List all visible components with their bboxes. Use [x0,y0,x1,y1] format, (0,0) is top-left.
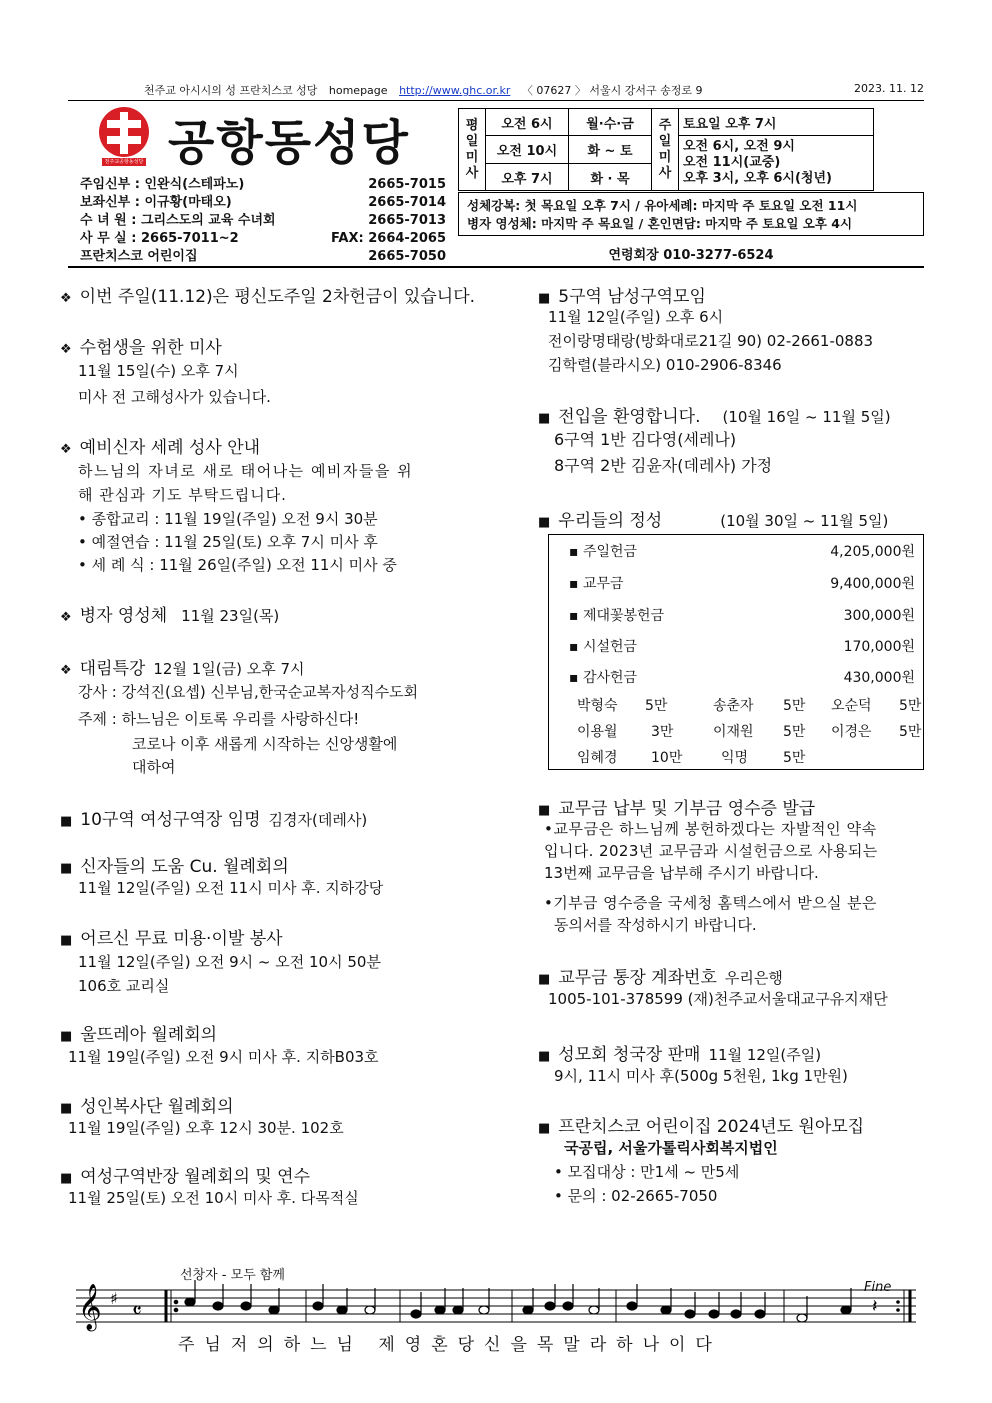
kindergarten-type: 국공립, 서울가톨릭사회복지법인 [564,1139,778,1157]
homepage-label: homepage [328,84,388,97]
offerings-table [548,534,924,770]
section-altar-servers: ■ 성인복사단 월례회의 [60,1097,234,1117]
section-bank-account: ■ 교무금 통장 계좌번호 우리은행 [538,968,783,988]
section-advent-lecture: ❖ 대림특강 12월 1일(금) 오후 7시 [60,659,305,679]
altar-servers-date: 11월 19일(주일) 오후 12시 30분. 102호 [68,1119,344,1137]
header-info-line [68,82,924,98]
section-help-cu: ■ 신자들의 도움 Cu. 월례회의 [60,857,289,877]
exam-mass-note: 미사 전 고해성사가 있습니다. [78,388,271,406]
welcome-family: 8구역 2반 김윤자(데레사) 가정 [554,456,773,475]
mass-days: 화 · 목 [569,164,652,191]
sacrament-schedule [458,192,924,236]
lecture-speaker: 강사 : 강석진(요셉) 신부님,한국순교복자성직수도회 [78,683,419,701]
church-logo [96,106,152,168]
offering-row: ▪ 교무금 9,400,000원 [569,576,915,592]
mass-time: 오전 6시 [486,109,569,136]
common-time-icon: 𝄴 [132,1299,142,1324]
offering-row: ▪ 감사헌금 430,000원 [569,670,915,686]
weekday-mass-label: 평일미사 [459,109,486,191]
funeral-contact: 연령회장 010-3277-6524 [608,248,774,263]
section-baptism-title: ❖ 예비신자 세례 성사 안내 [60,438,261,458]
section-haircut-service: ■ 어르신 무료 미용·이발 봉사 [60,929,283,949]
dues-text: •교무금은 하느님께 봉헌하겠다는 자발적인 약속 [544,820,877,838]
staff-row: 보좌신부 : 이규황(마태오) 2665-7014 [80,195,446,210]
offering-row: ▪ 제대꽃봉헌금 300,000원 [569,608,915,624]
baptism-item: • 예절연습 : 11월 25일(토) 오후 7시 미사 후 [78,533,378,551]
exam-mass-date: 11월 15일(수) 오후 7시 [78,362,239,380]
section-district-leader: ■ 10구역 여성구역장 임명 김경자(데레사) [60,810,368,830]
staff-list [80,176,446,266]
baptism-text: 해 관심과 기도 부탁드립니다. [78,486,287,504]
lecture-topic: 대하여 [132,758,176,776]
sunday-mass-time: 토요일 오후 7시 [679,109,874,136]
dues-text: •기부금 영수증을 국세청 홈텍스에서 받으실 분은 [544,894,877,912]
section-district5-meeting: ■ 5구역 남성구역모임 [538,287,706,307]
kindergarten-contact: • 문의 : 02-2665-7050 [554,1187,718,1205]
parish-line: 천주교 아시시의 성 프란치스코 성당 [144,84,318,97]
donor-row: 박형숙 5만 송춘자 5만 오순덕 5만 [577,698,922,714]
dues-text: 동의서를 작성하시기 바랍니다. [554,916,757,934]
district5-place: 전이랑명태랑(방화대로21길 90) 02-2661-0883 [548,332,874,350]
sharp-icon: ♯ [110,1289,118,1308]
logo-caption: 천주교공항동성당 [104,159,144,165]
song-caption: 선창자 - 모두 함께 [180,1268,285,1283]
help-cu-date: 11월 12일(주일) 오전 11시 미사 후. 지하강당 [78,879,384,897]
sunday-mass-times: 오전 6시, 오전 9시 오전 11시(교중) 오후 3시, 오후 6시(청년) [679,136,874,191]
bank-account-number: 1005-101-378599 (재)천주교서울대교구유지재단 [548,990,888,1008]
offering-row: ▪ 시설헌금 170,000원 [569,639,915,655]
mass-time: 오전 10시 [486,136,569,164]
header-rule [68,100,924,101]
section-ultreya: ■ 울뜨레아 월례회의 [60,1025,218,1045]
mass-days: 월·수·금 [569,109,652,136]
section-women-leaders: ■ 여성구역반장 월례회의 및 연수 [60,1167,310,1187]
sched-line: 성체강복: 첫 목요일 오후 7시 / 유아세례: 마지막 주 토요일 오전 11시 [467,198,858,213]
rest-icon: 𝄽 [872,1296,878,1317]
song-lyrics: 주님저의하느님 제영혼당신을목말라하나이다 [178,1335,722,1355]
section-kindergarten: ■ 프란치스코 어린이집 2024년도 원아모집 [538,1117,865,1137]
offering-row: ▪ 주일헌금 4,205,000원 [569,544,915,560]
church-name: 공항동성당 [168,115,410,171]
treble-clef-icon: 𝄞 [78,1284,102,1330]
section-offerings: ■ 우리들의 정성 (10월 30일 ~ 11월 5일) [538,511,889,531]
address: 〈 07627 〉 서울시 강서구 송정로 9 [521,84,703,97]
baptism-text: 하느님의 자녀로 새로 태어나는 예비자들을 위 [78,462,414,480]
homepage-link[interactable]: http://www.ghc.or.kr [399,84,511,97]
staff-row: 수 녀 원 : 그리스도의 교육 수녀회 2665-7013 [80,213,446,228]
staff-row: 주임신부 : 인완식(스테파노) 2665-7015 [80,177,446,192]
donor-row: 임혜경 10만 익명 5만 [577,750,806,766]
sched-line: 병자 영성체: 마지막 주 목요일 / 혼인면담: 마지막 주 토요일 오후 4시 [467,216,853,231]
district5-date: 11월 12일(주일) 오후 6시 [548,308,724,326]
section-sick-communion: ❖ 병자 영성체 11월 23일(목) [60,606,280,626]
mass-days: 화 ~ 토 [569,136,652,164]
section-soybean-sale: ■ 성모회 청국장 판매 11월 12일(주일) [538,1045,822,1065]
ultreya-date: 11월 19일(주일) 오전 9시 미사 후. 지하B03호 [68,1048,379,1066]
haircut-date: 11월 12일(주일) 오전 9시 ~ 오전 10시 50분 [78,953,381,971]
district5-contact: 김학렬(블라시오) 010-2906-8346 [548,356,782,374]
section-dues-receipt: ■ 교무금 납부 및 기부금 영수증 발급 [538,799,816,819]
donor-row: 이용월 3만 이재원 5만 이경은 5만 [577,724,922,740]
header-bottom-rule [68,266,924,268]
soybean-sale-detail: 9시, 11시 미사 후(500g 5천원, 1kg 1만원) [554,1067,848,1085]
baptism-item: • 종합교리 : 11월 19일(주일) 오전 9시 30분 [78,510,378,528]
kindergarten-target: • 모집대상 : 만1세 ~ 만5세 [554,1163,740,1181]
fine-mark: Fine [864,1280,892,1295]
dues-text: 입니다. 2023년 교무금과 시설헌금으로 사용되는 [544,842,878,860]
lecture-topic: 주제 : 하느님은 이토록 우리를 사랑하신다! [78,710,360,728]
mass-schedule-table [458,108,874,191]
staff-row: 프란치스코 어린이집 2665-7050 [80,249,446,264]
dues-text: 13번째 교무금을 납부해 주시기 바랍니다. [544,864,819,882]
haircut-place: 106호 교리실 [78,977,170,995]
baptism-item: • 세 례 식 : 11월 26일(주일) 오전 11시 미사 중 [78,556,397,574]
section-welcome: ■ 전입을 환영합니다. (10월 16일 ~ 11월 5일) [538,407,891,427]
mass-time: 오후 7시 [486,164,569,191]
section-exam-mass-title: ❖ 수험생을 위한 미사 [60,338,222,358]
sunday-mass-label: 주일미사 [652,109,679,191]
welcome-family: 6구역 1반 김다영(세레나) [554,430,737,449]
staff-row: 사 무 실 : 2665-7011~2 FAX: 2664-2065 [80,231,446,246]
bulletin-date: 2023. 11. 12 [854,82,924,95]
lecture-topic: 코로나 이후 새롭게 시작하는 신앙생활에 [132,735,398,753]
women-leaders-date: 11월 25일(토) 오전 10시 미사 후. 다목적실 [68,1189,359,1207]
notice-2nd-collection: ❖ 이번 주일(11.12)은 평신도주일 2차헌금이 있습니다. [60,287,476,307]
